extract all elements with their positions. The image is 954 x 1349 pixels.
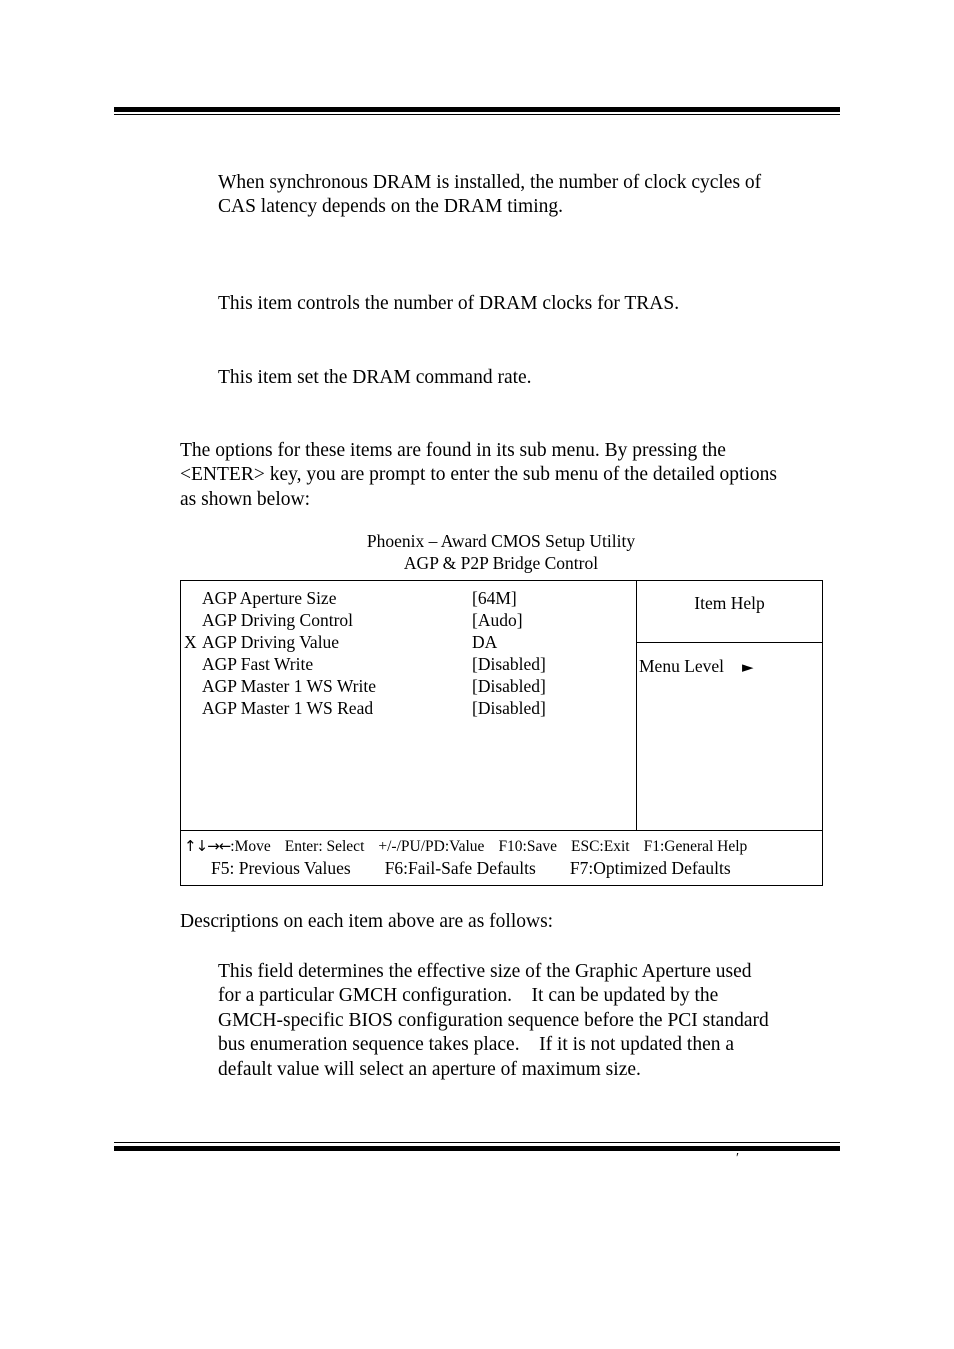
setting-value[interactable]: [Audo] [472,610,523,630]
help-divider [636,581,637,830]
key-help: F1:General Help [643,838,748,855]
key-move: :Move [230,838,271,855]
setting-name: AGP Driving Value [202,632,340,652]
aperture-description-paragraph [218,960,769,1082]
text-line: CAS latency depends on the DRAM timing. [218,196,564,218]
menu-level [639,655,754,678]
header-rule-thin [114,114,840,115]
key-save: F10:Save [498,838,557,855]
key-fail-safe-defaults: F6:Fail-Safe Defaults [384,858,536,878]
item-help-title: Item Help [694,593,765,613]
key-enter: Enter: Select [284,838,365,855]
setting-name: AGP Master 1 WS Write [202,676,376,696]
triangle-right-icon: ► [742,658,754,676]
setting-value[interactable]: [Disabled] [472,698,546,718]
arrow-keys-icon: ↑↓→← [184,837,231,855]
setting-name: AGP Fast Write [202,654,314,674]
text-line: <ENTER> key, you are prompt to enter the sub menu of the detailed options [180,464,777,486]
text-line: This field determines the effective size of the Graphic Aperture used [218,961,752,982]
text-line: default value will select an aperture of maximum size. [218,1058,641,1080]
cas-latency-paragraph [218,171,761,220]
text-line: This item controls the number of DRAM clocks for TRAS. [218,293,680,314]
text-line: When synchronous DRAM is installed, the number of clock cycles of [218,172,762,193]
command-rate-paragraph [218,366,532,390]
key-legend-row-2 [211,857,731,879]
submenu-intro-paragraph [180,439,777,512]
footer-rule-thick [114,1146,840,1151]
text-line: for a particular GMCH configuration. It can be updated by the [218,985,719,1007]
text-line: as shown below: [180,488,310,510]
setting-name: AGP Driving Control [202,610,354,630]
text-line: bus enumeration sequence takes place. If it is not updated then a [218,1034,735,1056]
footer-divider [181,830,822,831]
key-value: +/-/PU/PD:Value [378,838,485,855]
text-line: The options for these items are found in its sub menu. By pressing the [180,440,726,461]
footer-rule-thin [114,1142,840,1143]
setting-value[interactable]: [Disabled] [472,654,546,674]
text-line: GMCH-specific BIOS configuration sequence before the PCI standard [218,1009,769,1031]
setting-value[interactable]: [Disabled] [472,676,546,696]
setting-name: AGP Master 1 WS Read [202,698,374,718]
tras-paragraph [218,292,679,316]
key-previous-values: F5: Previous Values [211,858,351,878]
disabled-mark: X [184,632,197,652]
bios-subtitle: AGP & P2P Bridge Control [403,553,599,573]
descriptions-intro [180,910,553,934]
key-legend-row-1 [184,836,747,857]
footer-mark: ′ [736,1151,740,1166]
key-optimized-defaults: F7:Optimized Defaults [569,858,731,878]
bios-setup-screen [180,580,823,886]
menu-level-label: Menu Level [639,656,725,676]
text-line: Descriptions on each item above are as follows: [180,911,554,932]
bios-title: Phoenix – Award CMOS Setup Utility [366,531,636,551]
help-title-divider [636,642,822,643]
key-exit: ESC:Exit [571,838,630,855]
text-line: This item set the DRAM command rate. [218,367,532,388]
header-rule-thick [114,107,840,112]
setting-value: DA [472,632,498,652]
setting-name: AGP Aperture Size [202,588,337,608]
setting-value[interactable]: [64M] [472,588,517,608]
